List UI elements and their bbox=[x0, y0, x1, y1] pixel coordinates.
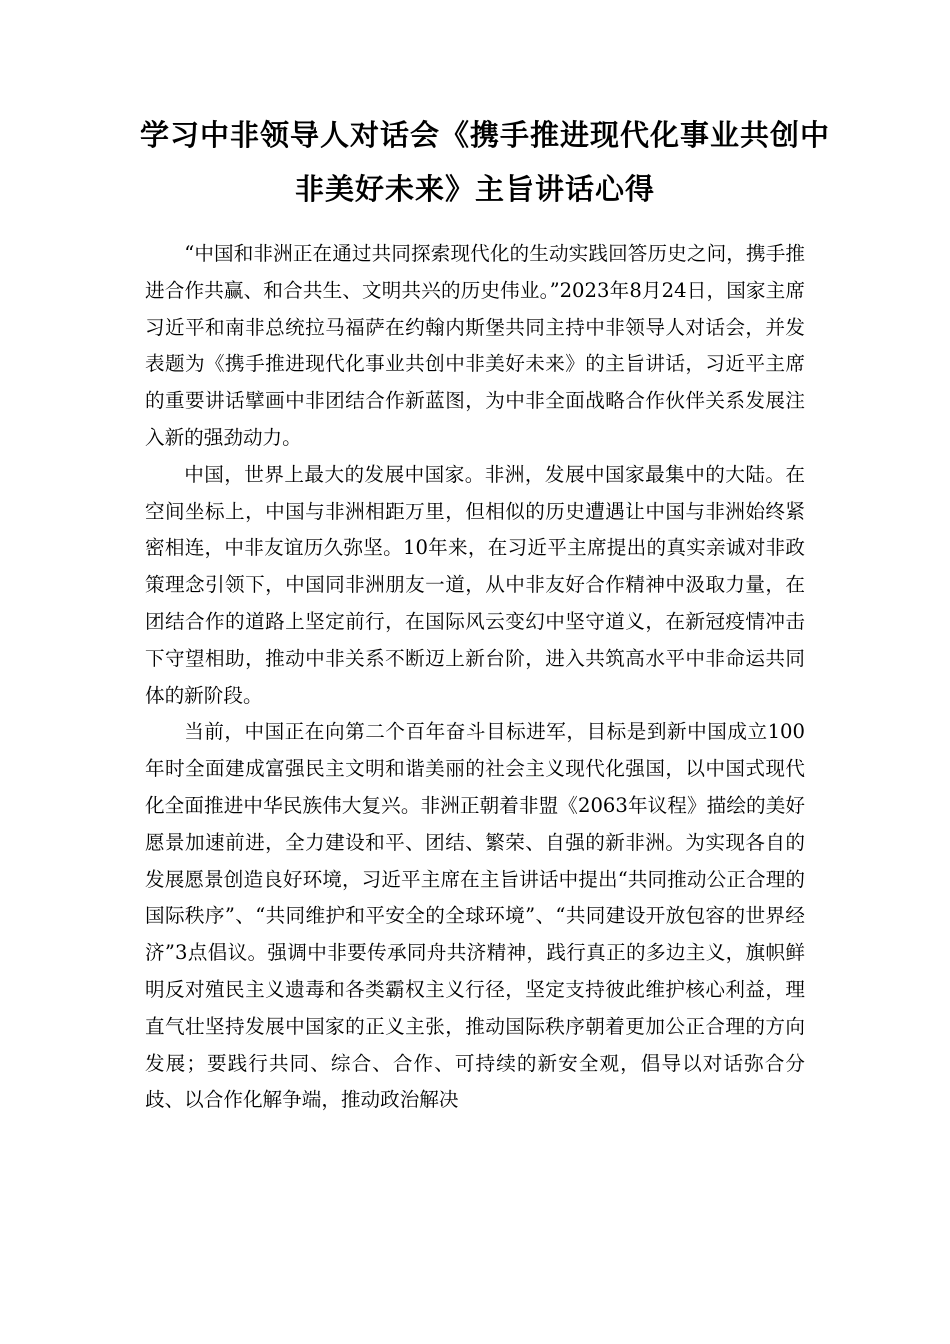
paragraph-2: 中国，世界上最大的发展中国家。非洲，发展中国家最集中的大陆。在空间坐标上，中国与非洲相距万里，但相似的历史遭遇让中国与非洲始终紧密相连，中非友谊历久弥坚。10年来，在习近平主席提出的真实亲诚对非政策理念引领下，中国同非洲朋友一道，从中非友好合作精神中汲取力量，在团结合作的道路上坚定前行，在国际风云变幻中坚守道义，在新冠疫情冲击下守望相助，推动中非关系不断迈上新台阶，进入共筑高水平中非命运共同体的新阶段。 bbox=[145, 462, 805, 707]
paragraph-1: “中国和非洲正在通过共同探索现代化的生动实践回答历史之问，携手推进合作共赢、和合共生、文明共兴的历史伟业。”2023年8月24日，国家主席习近平和南非总统拉马福萨在约翰内斯堡共同主持中非领导人对话会，并发表题为《携手推进现代化事业共创中非美好未来》的主旨讲话，习近平主席的重要讲话擘画中非团结合作新蓝图，为中非全面战略合作伙伴关系发展注入新的强劲动力。 bbox=[145, 242, 805, 449]
paragraph-3: 当前，中国正在向第二个百年奋斗目标进军，目标是到新中国成立100年时全面建成富强民主文明和谐美丽的社会主义现代化强国，以中国式现代化全面推进中华民族伟大复兴。非洲正朝着非盟《2063年议程》描绘的美好愿景加速前进，全力建设和平、团结、繁荣、自强的新非洲。为实现各自的发展愿景创造良好环境，习近平主席在主旨讲话中提出“共同推动公正合理的国际秩序”、“共同维护和平安全的全球环境”、“共同建设开放包容的世界经济”3点倡议。强调中非要传承同舟共济精神，践行真正的多边主义，旗帜鲜明反对殖民主义遗毒和各类霸权主义行径，坚定支持彼此维护核心利益，理直气壮坚持发展中国家的正义主张，推动国际秩序朝着更加公正合理的方向发展；要践行共同、综合、合作、可持续的新安全观，倡导以对话弥合分歧、以合作化解争端，推动政治解决 bbox=[145, 720, 805, 1112]
title-line-1: 学习中非领导人对话会《携手推进现代化事业共创中 bbox=[140, 118, 831, 152]
document-title bbox=[140, 108, 831, 216]
document-body bbox=[145, 236, 805, 1119]
title-line-2: 非美好未来》主旨讲话心得 bbox=[294, 172, 655, 206]
